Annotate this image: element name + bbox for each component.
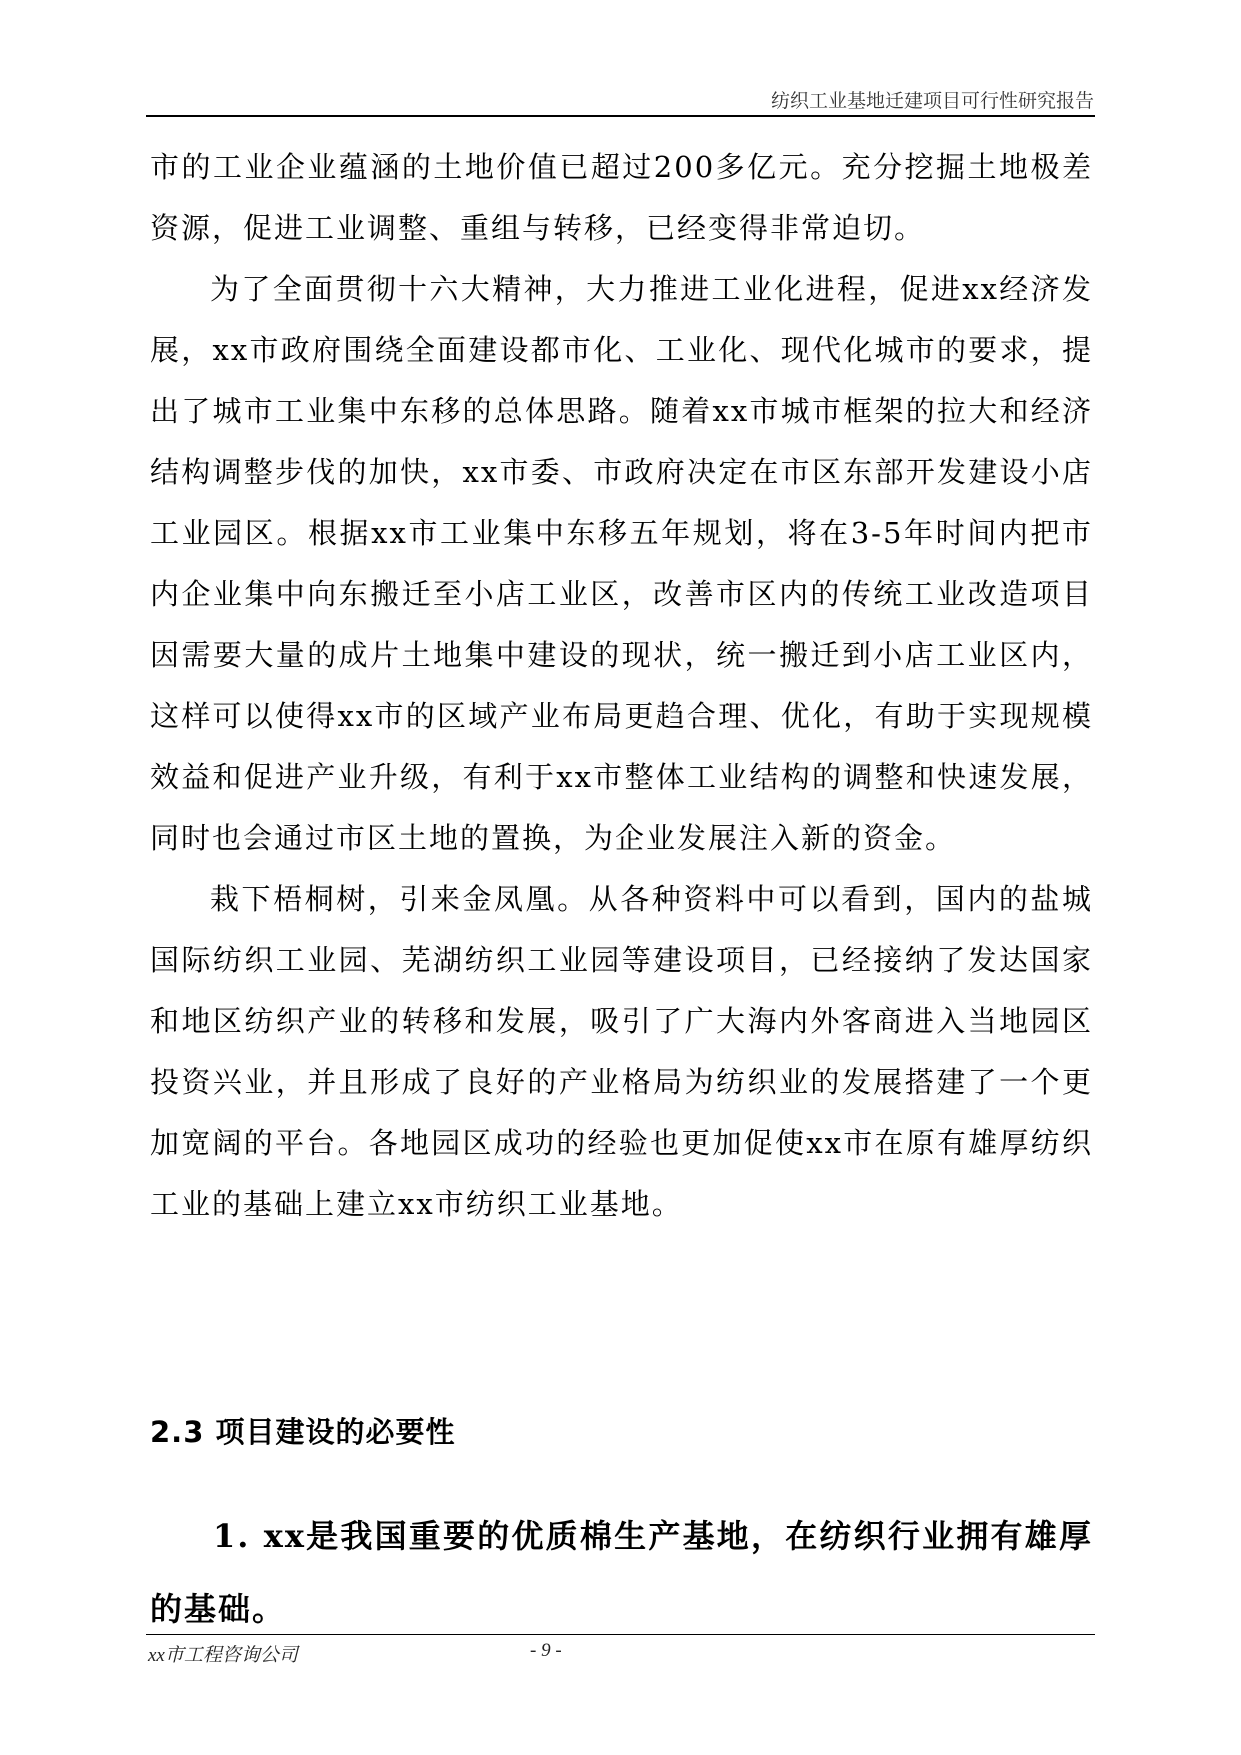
section-heading: 2.3 项目建设的必要性: [150, 1415, 456, 1449]
page-number: - 9 -: [530, 1640, 562, 1661]
paragraph-continued: 市的工业企业蕴涵的土地价值已超过200多亿元。充分挖掘土地极差资源，促进工业调整、重组与转移，已经变得非常迫切。: [150, 150, 1093, 245]
paragraph-policy: 为了全面贯彻十六大精神，大力推进工业化进程，促进xx经济发展，xx市政府围绕全面建设都市化、工业化、现代化城市的要求，提出了城市工业集中东移的总体思路。随着xx市城市框架的拉大和经济结构调整步伐的加快，xx市委、市政府决定在市区东部开发建设小店工业园区。根据xx市工业集中东移五年规划，将在3-5年时间内把市内企业集中向东搬迁至小店工业区，改善市区内的传统工业改造项目因需要大量的成片土地集中建设的现状，统一搬迁到小店工业区内，这样可以使得xx市的区域产业布局更趋合理、优化，有助于实现规模效益和促进产业升级，有利于xx市整体工业结构的调整和快速发展，同时也会通过市区土地的置换，为企业发展注入新的资金。: [150, 272, 1093, 855]
footer-company-name: xx市工程咨询公司: [148, 1645, 298, 1666]
header-divider: [146, 115, 1095, 117]
bold-point-1: 1. xx是我国重要的优质棉生产基地，在纺织行业拥有雄厚的基础。: [150, 1517, 1093, 1628]
footer-divider: [146, 1634, 1095, 1635]
paragraph-industrial-parks: 栽下梧桐树，引来金凤凰。从各种资料中可以看到，国内的盐城国际纺织工业园、芜湖纺织工业园等建设项目，已经接纳了发达国家和地区纺织产业的转移和发展，吸引了广大海内外客商进入当地园区投资兴业，并且形成了良好的产业格局为纺织业的发展搭建了一个更加宽阔的平台。各地园区成功的经验也更加促使xx市在原有雄厚纺织工业的基础上建立xx市纺织工业基地。: [150, 882, 1093, 1221]
running-header-title: 纺织工业基地迁建项目可行性研究报告: [770, 90, 1094, 112]
